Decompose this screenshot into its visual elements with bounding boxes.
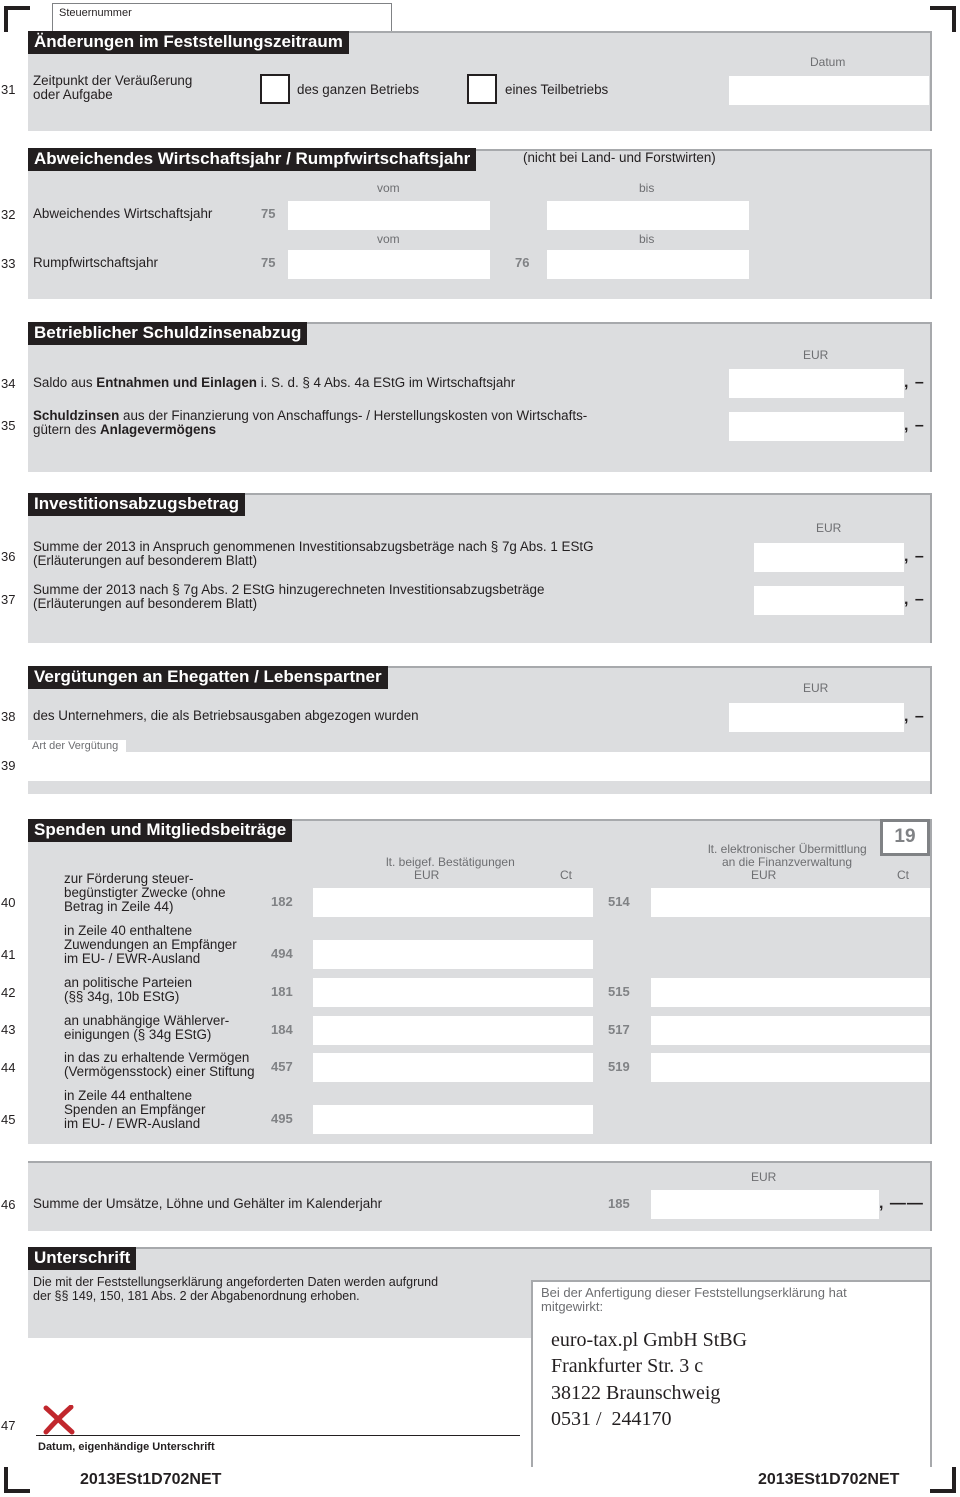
steuernummer-label: Steuernummer <box>59 7 132 19</box>
col1-head: lt. beigef. Bestätigungen <box>386 855 515 869</box>
art-label-box <box>28 740 126 754</box>
helper-label-2: mitgewirkt: <box>541 1299 604 1314</box>
col2-head-1: lt. elektronischer Übermittlung <box>708 842 867 856</box>
field-33-vom[interactable] <box>288 250 490 279</box>
line-number-42: 42 <box>1 985 16 1000</box>
row44-field1[interactable] <box>313 1053 593 1082</box>
row40-label-3: Betrag in Zeile 44) <box>64 899 174 914</box>
signature-label: Datum, eigenhändige Unterschrift <box>38 1441 215 1453</box>
section-title-investition: Investitionsabzugsbetrag <box>28 493 245 516</box>
field-32-bis[interactable] <box>547 201 749 230</box>
col2-eur: EUR <box>751 868 777 882</box>
line-number-35: 35 <box>1 418 16 433</box>
row40-label-2: begünstigter Zwecke (ohne <box>64 885 226 900</box>
datenschutz-line-1: Die mit der Feststellungserklärung angeforderten Daten werden aufgrund <box>33 1275 439 1289</box>
section-title-aenderungen: Änderungen im Feststellungszeitraum <box>28 31 349 54</box>
row42-field1[interactable] <box>313 978 593 1007</box>
row44-label-1: in das zu erhaltende Vermögen <box>64 1050 250 1065</box>
date-label: Datum <box>810 55 846 69</box>
section-title-wirtschaftsjahr: Abweichendes Wirtschaftsjahr / Rumpfwirtschaftsjahr <box>28 148 476 171</box>
row44-field2[interactable] <box>651 1053 930 1082</box>
line-number-43: 43 <box>1 1022 16 1037</box>
corner-mark-bottom-left <box>4 1467 30 1493</box>
line-number-44: 44 <box>1 1060 16 1075</box>
row40-field2[interactable] <box>651 888 930 917</box>
veraeusserung-label-1: Zeitpunkt der Veräußerung <box>33 73 193 88</box>
line-number-32: 32 <box>1 207 16 222</box>
line-number-38: 38 <box>1 709 16 724</box>
row43-field2[interactable] <box>651 1016 930 1045</box>
row41-code1: 494 <box>271 946 293 961</box>
line-number-45: 45 <box>1 1112 16 1127</box>
row45-label-3: im EU- / EWR-Ausland <box>64 1116 201 1131</box>
section-title-schuldzinsen: Betrieblicher Schuldzinsenabzug <box>28 322 307 345</box>
line-number-41: 41 <box>1 947 16 962</box>
code-185: 185 <box>608 1196 630 1211</box>
row43-label-2: einigungen (§ 34g EStG) <box>64 1027 212 1042</box>
page-badge: 19 <box>880 819 930 856</box>
form-code-right: 2013ESt1D702NET <box>758 1471 900 1488</box>
date-field-31[interactable] <box>729 76 929 105</box>
corner-mark-top-right <box>930 6 956 32</box>
suffix-46: , —— <box>879 1195 924 1212</box>
row40-label-1: zur Förderung steuer- <box>64 871 194 886</box>
saldo-label: Saldo aus Entnahmen und Einlagen i. S. d. § 4 Abs. 4a EStG im Wirtschaftsjahr <box>33 375 516 390</box>
inv-label-37-1: Summe der 2013 nach § 7g Abs. 2 EStG hinzugerechneten Investitionsabzugsbeträge <box>33 582 545 597</box>
row43-label-1: an unabhängige Wählerver- <box>64 1013 230 1028</box>
verguetung-label-38: des Unternehmers, die als Betriebsausgaben abgezogen wurden <box>33 708 419 723</box>
row42-code1: 181 <box>271 984 293 999</box>
field-38-eur[interactable] <box>729 703 904 732</box>
section-title-unterschrift: Unterschrift <box>28 1247 136 1270</box>
sign-here-x-icon <box>42 1405 76 1435</box>
row43-field1[interactable] <box>313 1016 593 1045</box>
firm-name: euro-tax.pl GmbH StBG <box>551 1329 748 1351</box>
abw-wirtschaftsjahr-label: Abweichendes Wirtschaftsjahr <box>33 206 213 221</box>
row40-code1: 182 <box>271 894 293 909</box>
row41-label-3: im EU- / EWR-Ausland <box>64 951 201 966</box>
eur-label-38: EUR <box>803 681 829 695</box>
col2-ct: Ct <box>897 868 909 882</box>
veraeusserung-label-2: oder Aufgabe <box>33 87 113 102</box>
corner-mark-top-left <box>4 6 30 32</box>
line-number-33: 33 <box>1 256 16 271</box>
suffix-36: , – <box>904 548 925 565</box>
checkbox-ganzer-betrieb[interactable] <box>260 74 290 104</box>
line-number-40: 40 <box>1 895 16 910</box>
signature-line <box>36 1435 520 1436</box>
col1-eur: EUR <box>414 868 440 882</box>
line-number-36: 36 <box>1 549 16 564</box>
eur-label-36: EUR <box>816 521 842 535</box>
bis-label-32: bis <box>639 181 655 195</box>
eur-label-46: EUR <box>751 1170 777 1184</box>
line-number-31: 31 <box>1 82 16 97</box>
vom-label-32: vom <box>377 181 400 195</box>
art-der-verguetung-label: Art der Vergütung <box>32 740 119 752</box>
section-title-verguetungen: Vergütungen an Ehegatten / Lebenspartner <box>28 666 388 689</box>
section-title-spenden: Spenden und Mitgliedsbeiträge <box>28 819 292 842</box>
col1-ct: Ct <box>560 868 572 882</box>
eur-label-34: EUR <box>803 348 829 362</box>
line-number-47: 47 <box>1 1418 16 1433</box>
inv-label-36-2: (Erläuterungen auf besonderem Blatt) <box>33 553 258 568</box>
field-46-eur[interactable] <box>651 1190 879 1219</box>
code-75-a: 75 <box>261 206 276 221</box>
row44-code1: 457 <box>271 1059 293 1074</box>
field-36-eur[interactable] <box>754 543 904 572</box>
suffix-34: , – <box>904 374 925 391</box>
line-number-34: 34 <box>1 376 16 391</box>
row41-label-1: in Zeile 40 enthaltene <box>64 923 193 938</box>
row42-label-1: an politische Parteien <box>64 975 193 990</box>
checkbox-teilbetrieb[interactable] <box>467 74 497 104</box>
row42-code2: 515 <box>608 984 630 999</box>
suffix-35: , – <box>904 417 925 434</box>
row43-code1: 184 <box>271 1022 293 1037</box>
row45-code1: 495 <box>271 1111 293 1126</box>
code-76: 76 <box>515 255 530 270</box>
label-ganzer-betrieb: des ganzen Betriebs <box>297 82 420 97</box>
field-32-vom[interactable] <box>288 201 490 230</box>
row42-field2[interactable] <box>651 978 930 1007</box>
datenschutz-line-2: der §§ 149, 150, 181 Abs. 2 der Abgabenordnung erhoben. <box>33 1289 360 1303</box>
code-75-b: 75 <box>261 255 276 270</box>
row45-label-2: Spenden an Empfänger <box>64 1102 206 1117</box>
inv-label-37-2: (Erläuterungen auf besonderem Blatt) <box>33 596 258 611</box>
row41-field1[interactable] <box>313 940 593 969</box>
land-forst-note: (nicht bei Land- und Forstwirten) <box>523 150 716 165</box>
row40-code2: 514 <box>608 894 630 909</box>
steuernummer-field[interactable] <box>52 3 392 32</box>
firm-city: 38122 Braunschweig <box>551 1382 721 1404</box>
firm-street: Frankfurter Str. 3 c <box>551 1355 704 1377</box>
vom-label-33: vom <box>377 232 400 246</box>
rumpf-label: Rumpfwirtschaftsjahr <box>33 255 159 270</box>
row45-label-1: in Zeile 44 enthaltene <box>64 1088 193 1103</box>
row41-label-2: Zuwendungen an Empfänger <box>64 937 237 952</box>
bis-label-33: bis <box>639 232 655 246</box>
suffix-38: , – <box>904 708 925 725</box>
row42-label-2: (§§ 34g, 10b EStG) <box>64 989 180 1004</box>
row44-code2: 519 <box>608 1059 630 1074</box>
schuldzinsen-label-2: gütern des Anlagevermögens <box>33 422 217 437</box>
row43-code2: 517 <box>608 1022 630 1037</box>
form-code-left: 2013ESt1D702NET <box>80 1471 222 1488</box>
row44-label-2: (Vermögensstock) einer Stiftung <box>64 1064 255 1079</box>
line-number-46: 46 <box>1 1197 16 1212</box>
inv-label-36-1: Summe der 2013 in Anspruch genommenen Investitionsabzugsbeträge nach § 7g Abs. 1 EStG <box>33 539 594 554</box>
firm-phone: 0531 / 244170 <box>551 1408 672 1430</box>
field-33-bis[interactable] <box>547 250 749 279</box>
helper-label-1: Bei der Anfertigung dieser Feststellungserklärung hat <box>541 1285 847 1300</box>
row45-field1[interactable] <box>313 1105 593 1134</box>
field-37-eur[interactable] <box>754 586 904 615</box>
field-34-eur[interactable] <box>729 369 904 398</box>
line-number-37: 37 <box>1 592 16 607</box>
row40-field1[interactable] <box>313 888 593 917</box>
field-35-eur[interactable] <box>729 412 904 441</box>
label-teilbetrieb: eines Teilbetriebs <box>505 82 609 97</box>
suffix-37: , – <box>904 591 925 608</box>
line-number-39: 39 <box>1 758 16 773</box>
corner-mark-bottom-right <box>930 1467 956 1493</box>
field-39-art[interactable] <box>28 752 930 781</box>
umsaetze-label: Summe der Umsätze, Löhne und Gehälter im Kalenderjahr <box>33 1196 383 1211</box>
col2-head-2: an die Finanzverwaltung <box>722 855 853 869</box>
schuldzinsen-label-1: Schuldzinsen aus der Finanzierung von Anschaffungs- / Herstellungskosten von Wirtschafts- <box>33 408 588 423</box>
